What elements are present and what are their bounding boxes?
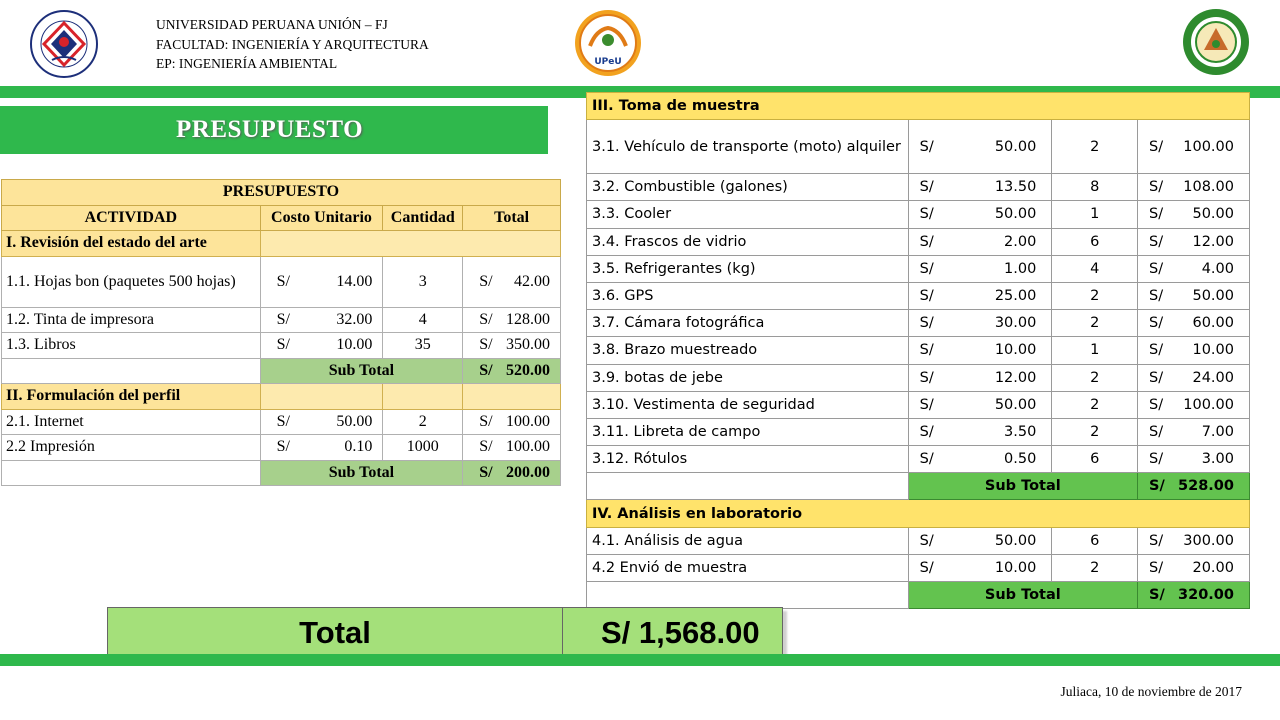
budget-table-right	[586, 92, 1250, 609]
row-total: 100.00	[506, 438, 550, 456]
subtotal-value: 320.00	[1178, 587, 1234, 604]
currency: S/	[276, 272, 290, 290]
row-total: 7.00	[1201, 423, 1234, 440]
currency: S/	[479, 412, 493, 430]
currency: S/	[1149, 587, 1165, 604]
upeu-logo	[572, 6, 644, 80]
subtotal-value: 520.00	[506, 361, 550, 379]
row-total: 300.00	[1183, 532, 1234, 549]
row-desc: 3.12. Rótulos	[587, 446, 909, 473]
currency: S/	[1149, 233, 1164, 250]
section4-rows	[587, 527, 1250, 581]
subtotal-row	[587, 582, 1250, 609]
quantity: 2	[1052, 391, 1138, 418]
row-desc: 3.11. Libreta de campo	[587, 418, 909, 445]
unit-cost: 50.00	[994, 206, 1037, 223]
subtotal-row	[587, 473, 1250, 500]
currency: S/	[919, 206, 934, 223]
table-row	[587, 337, 1250, 364]
table-row	[2, 307, 561, 333]
quantity: 6	[1052, 446, 1138, 473]
section-row	[2, 384, 561, 410]
col-header-activity: ACTIVIDAD	[2, 205, 261, 231]
unit-cost: 30.00	[994, 315, 1037, 332]
subtotal-row	[2, 358, 561, 384]
header-school: EP: INGENIERÍA AMBIENTAL	[156, 56, 338, 71]
row-total: 3.00	[1201, 451, 1234, 468]
row-desc: 3.4. Frascos de vidrio	[587, 228, 909, 255]
table-row	[587, 527, 1250, 554]
quantity: 2	[1052, 418, 1138, 445]
section-row	[2, 231, 561, 257]
subtotal-label: Sub Total	[260, 460, 463, 486]
row-desc: 1.2. Tinta de impresora	[2, 307, 261, 333]
row-desc: 3.10. Vestimenta de seguridad	[587, 391, 909, 418]
row-total: 4.00	[1201, 260, 1234, 277]
currency: S/	[479, 272, 493, 290]
currency: S/	[1149, 451, 1164, 468]
quantity: 4	[1052, 255, 1138, 282]
currency: S/	[919, 532, 934, 549]
currency: S/	[1149, 138, 1164, 155]
title-banner	[0, 106, 548, 154]
row-total: 60.00	[1192, 315, 1234, 332]
col-header-quantity: Cantidad	[383, 205, 463, 231]
unit-cost: 50.00	[994, 138, 1037, 155]
currency: S/	[1149, 179, 1164, 196]
row-total: 20.00	[1192, 559, 1234, 576]
currency: S/	[276, 310, 290, 328]
col-header-total: Total	[463, 205, 561, 231]
row-total: 100.00	[506, 412, 550, 430]
upeu-logo-text: UPeU	[594, 57, 622, 67]
unit-cost: 12.00	[994, 369, 1037, 386]
currency: S/	[479, 438, 493, 456]
grand-total-value: S/ 1,568.00	[601, 615, 760, 650]
unit-cost: 13.50	[994, 179, 1037, 196]
row-total: 128.00	[506, 310, 550, 328]
currency: S/	[1149, 369, 1164, 386]
table-row	[587, 310, 1250, 337]
budget-table-left	[1, 179, 561, 486]
row-total: 24.00	[1192, 369, 1234, 386]
row-total: 108.00	[1183, 179, 1234, 196]
quantity: 35	[383, 333, 463, 359]
section-title: IV. Análisis en laboratorio	[587, 500, 1250, 527]
quantity: 3	[383, 256, 463, 307]
currency: S/	[479, 336, 493, 354]
table-row	[587, 364, 1250, 391]
table-row	[587, 554, 1250, 581]
currency: S/	[479, 310, 493, 328]
currency: S/	[276, 412, 290, 430]
table-row	[587, 201, 1250, 228]
header-faculty: FACULTAD: INGENIERÍA Y ARQUITECTURA	[156, 36, 429, 52]
currency: S/	[1149, 478, 1165, 495]
institution-header	[156, 15, 429, 74]
col-header-unit-cost: Costo Unitario	[260, 205, 383, 231]
unit-cost: 50.00	[994, 532, 1037, 549]
row-total: 42.00	[514, 272, 550, 290]
currency: S/	[919, 451, 934, 468]
row-desc: 3.7. Cámara fotográfica	[587, 310, 909, 337]
quantity: 2	[1052, 282, 1138, 309]
quantity: 2	[383, 409, 463, 435]
section-row	[587, 500, 1250, 527]
university-logo	[22, 8, 106, 80]
currency: S/	[1149, 396, 1164, 413]
unit-cost: 10.00	[336, 336, 373, 354]
section3-rows	[587, 120, 1250, 473]
currency: S/	[919, 179, 934, 196]
table-row	[2, 435, 561, 461]
unit-cost: 0.50	[1004, 451, 1037, 468]
row-total: 12.00	[1192, 233, 1234, 250]
unit-cost: 2.00	[1004, 233, 1037, 250]
quantity: 4	[383, 307, 463, 333]
currency: S/	[479, 361, 493, 379]
currency: S/	[1149, 206, 1164, 223]
unit-cost: 50.00	[994, 396, 1037, 413]
row-desc: 3.1. Vehículo de transporte (moto) alquiler	[587, 120, 909, 174]
subtotal-label: Sub Total	[908, 473, 1137, 500]
quantity: 2	[1052, 554, 1138, 581]
currency: S/	[1149, 342, 1164, 359]
subtotal-value: 200.00	[506, 463, 550, 481]
currency: S/	[919, 315, 934, 332]
page-title: PRESUPUESTO	[176, 116, 364, 143]
currency: S/	[1149, 288, 1164, 305]
currency: S/	[919, 369, 934, 386]
engineering-logo	[1180, 6, 1252, 78]
subtotal-label: Sub Total	[908, 582, 1137, 609]
currency: S/	[1149, 532, 1164, 549]
header-university: UNIVERSIDAD PERUANA UNIÓN – FJ	[156, 17, 388, 32]
row-total: 10.00	[1192, 342, 1234, 359]
unit-cost: 14.00	[336, 272, 373, 290]
currency: S/	[919, 396, 934, 413]
table-row	[2, 333, 561, 359]
currency: S/	[276, 438, 290, 456]
row-desc: 3.5. Refrigerantes (kg)	[587, 255, 909, 282]
row-total: 50.00	[1192, 206, 1234, 223]
currency: S/	[919, 288, 934, 305]
currency: S/	[919, 423, 934, 440]
row-desc: 1.1. Hojas bon (paquetes 500 hojas)	[2, 256, 261, 307]
row-desc: 4.2 Envió de muestra	[587, 554, 909, 581]
unit-cost: 32.00	[336, 310, 373, 328]
table-row	[587, 255, 1250, 282]
quantity: 2	[1052, 120, 1138, 174]
row-desc: 3.9. botas de jebe	[587, 364, 909, 391]
row-desc: 4.1. Análisis de agua	[587, 527, 909, 554]
table-row	[587, 391, 1250, 418]
currency: S/	[919, 342, 934, 359]
currency: S/	[919, 138, 934, 155]
quantity: 1	[1052, 201, 1138, 228]
currency: S/	[919, 260, 934, 277]
table-header-row	[2, 205, 561, 231]
currency: S/	[276, 336, 290, 354]
section-title: II. Formulación del perfil	[2, 384, 261, 410]
section-title: III. Toma de muestra	[587, 93, 1250, 120]
currency: S/	[1149, 315, 1164, 332]
row-desc: 3.8. Brazo muestreado	[587, 337, 909, 364]
unit-cost: 10.00	[994, 559, 1037, 576]
table-row	[587, 282, 1250, 309]
row-desc: 2.1. Internet	[2, 409, 261, 435]
section-row	[587, 93, 1250, 120]
currency: S/	[1149, 423, 1164, 440]
currency: S/	[919, 559, 934, 576]
table-caption-row	[2, 180, 561, 206]
table-row	[587, 174, 1250, 201]
row-desc: 2.2 Impresión	[2, 435, 261, 461]
unit-cost: 50.00	[336, 412, 373, 430]
grand-total-label: Total	[108, 608, 563, 656]
table-row	[587, 120, 1250, 174]
unit-cost: 0.10	[344, 438, 373, 456]
section-title: I. Revisión del estado del arte	[2, 231, 261, 257]
quantity: 2	[1052, 364, 1138, 391]
currency: S/	[919, 233, 934, 250]
table-row	[2, 409, 561, 435]
currency: S/	[479, 463, 493, 481]
row-desc: 3.6. GPS	[587, 282, 909, 309]
quantity: 2	[1052, 310, 1138, 337]
row-desc: 1.3. Libros	[2, 333, 261, 359]
row-total: 350.00	[506, 336, 550, 354]
subtotal-label: Sub Total	[260, 358, 463, 384]
row-total: 50.00	[1192, 288, 1234, 305]
grand-total-box	[107, 607, 783, 657]
table-row	[587, 228, 1250, 255]
currency: S/	[1149, 559, 1164, 576]
row-total: 100.00	[1183, 138, 1234, 155]
subtotal-row	[2, 460, 561, 486]
unit-cost: 1.00	[1004, 260, 1037, 277]
quantity: 1000	[383, 435, 463, 461]
quantity: 1	[1052, 337, 1138, 364]
quantity: 8	[1052, 174, 1138, 201]
row-desc: 3.2. Combustible (galones)	[587, 174, 909, 201]
quantity: 6	[1052, 527, 1138, 554]
table-row	[2, 256, 561, 307]
currency: S/	[1149, 260, 1164, 277]
row-total: 100.00	[1183, 396, 1234, 413]
row-desc: 3.3. Cooler	[587, 201, 909, 228]
unit-cost: 10.00	[994, 342, 1037, 359]
footer-green-bar	[0, 654, 1280, 666]
subtotal-value: 528.00	[1178, 478, 1234, 495]
table-caption: PRESUPUESTO	[2, 180, 561, 206]
unit-cost: 3.50	[1004, 423, 1037, 440]
table-row	[587, 418, 1250, 445]
date-line: Juliaca, 10 de noviembre de 2017	[1060, 684, 1242, 699]
unit-cost: 25.00	[994, 288, 1037, 305]
table-row	[587, 446, 1250, 473]
quantity: 6	[1052, 228, 1138, 255]
